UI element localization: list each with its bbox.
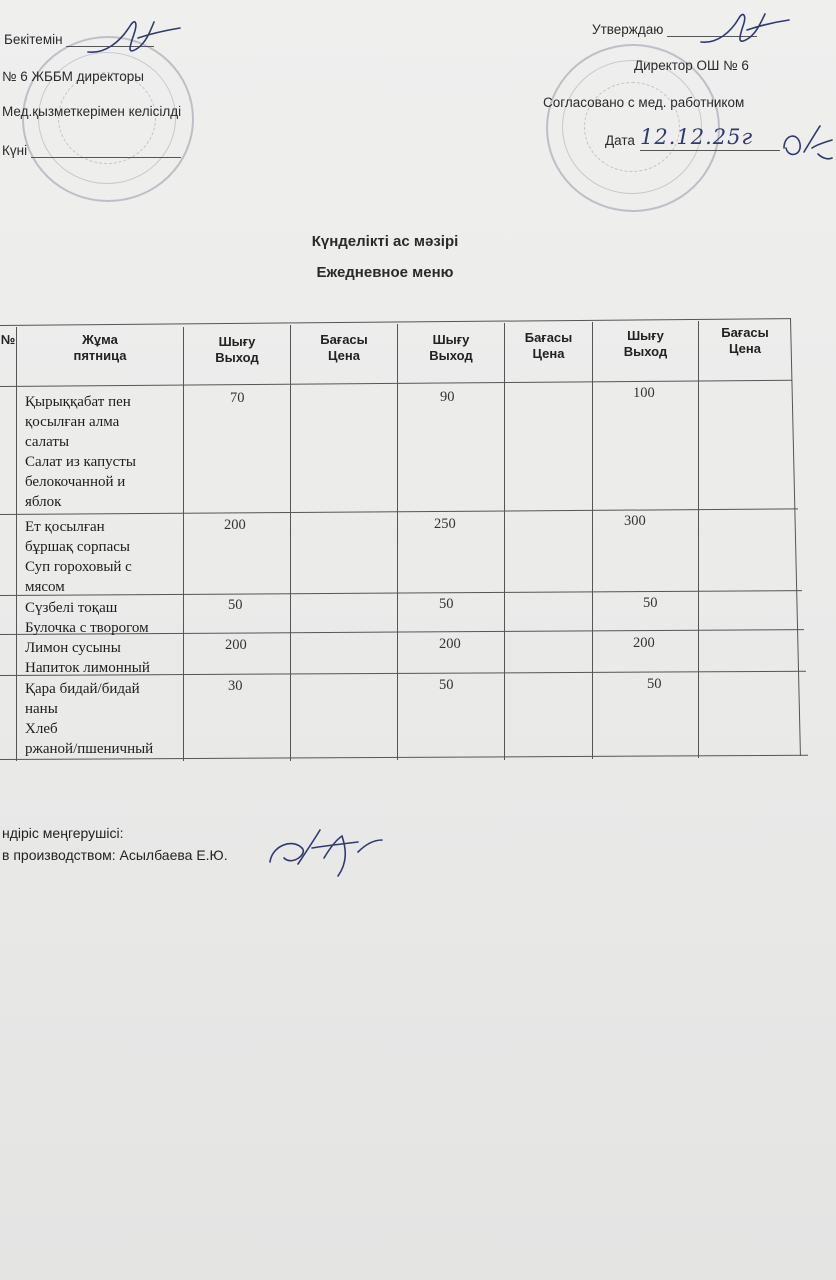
dish-line: ржаной/пшеничный — [25, 741, 154, 757]
header-price-1 — [291, 332, 397, 364]
header-no: № — [0, 332, 16, 347]
date-ru-label: Дата — [605, 133, 635, 148]
table-row-3-out-3: 50 — [643, 595, 658, 611]
header-day-ru: пятница — [73, 348, 127, 363]
table-hline — [0, 380, 792, 387]
table-row-2-out-2: 250 — [434, 516, 456, 532]
header-price-3-ru: Цена — [729, 341, 761, 356]
table-row-4-out-3: 200 — [633, 635, 655, 651]
table-hline — [0, 318, 790, 326]
dish-line: Ет қосылған — [25, 519, 105, 535]
table-row-4-out-2: 200 — [439, 636, 461, 652]
signature-date-icon — [778, 118, 836, 168]
dish-line: белокочанной и — [25, 474, 126, 490]
table-row-1-out-1: 70 — [230, 390, 245, 406]
table-row-5-name — [25, 679, 153, 759]
date-ru-value: 12.12.25г — [640, 125, 754, 149]
title-kz: Күнделікті ас мәзірі — [311, 233, 459, 250]
header-out-1 — [184, 334, 290, 366]
dish-line: наны — [25, 701, 58, 717]
table-vline — [183, 327, 184, 761]
header-out-1-ru: Выход — [215, 350, 259, 365]
footer-ru: в производством: Асылбаева Е.Ю. — [2, 847, 228, 863]
table-row-2-out-3: 300 — [624, 513, 646, 529]
header-out-3-ru: Выход — [623, 344, 668, 359]
dish-line: қосылған алма — [25, 414, 120, 430]
header-out-1-kz: Шығу — [218, 334, 256, 349]
header-price-3-kz: Бағасы — [721, 325, 769, 340]
agreed-ru: Согласовано с мед. работником — [543, 95, 745, 110]
signature-left-icon — [80, 12, 190, 62]
table-vline — [397, 324, 398, 760]
header-out-2-kz: Шығу — [432, 332, 470, 347]
title-ru: Ежедневное меню — [316, 264, 454, 281]
header-out-3 — [593, 328, 698, 360]
dish-line: Хлеб — [25, 721, 58, 737]
table-row-5-out-2: 50 — [439, 677, 454, 693]
approve-kz-label: Бекітемін — [4, 32, 63, 47]
table-row-3-name — [25, 598, 149, 638]
dish-line: Напиток лимонный — [25, 660, 150, 676]
table-row-5-out-1: 30 — [228, 678, 243, 694]
dish-line: Суп гороховый с — [25, 559, 132, 575]
table-vline — [290, 325, 291, 761]
dish-line: яблок — [25, 494, 62, 510]
dish-line: Сүзбелі тоқаш — [25, 600, 118, 616]
table-row-2-name — [25, 517, 132, 597]
table-vline — [16, 327, 17, 761]
date-ru-line — [640, 150, 780, 151]
dish-line: мясом — [25, 579, 65, 595]
table-vline — [504, 323, 505, 760]
dish-line: бұршақ сорпасы — [25, 539, 130, 555]
header-price-1-kz: Бағасы — [320, 332, 368, 347]
header-price-2 — [505, 330, 592, 362]
table-row-1-out-3: 100 — [633, 385, 655, 401]
header-price-2-ru: Цена — [532, 346, 565, 361]
signature-right-icon — [695, 6, 795, 52]
date-kz-label: Күні — [2, 143, 28, 158]
table-row-1-out-2: 90 — [440, 389, 455, 405]
dish-line: Қырыққабат пен — [25, 394, 131, 410]
header-out-2-ru: Выход — [429, 348, 473, 363]
table-row-2-out-1: 200 — [224, 517, 246, 533]
table-vline — [698, 321, 699, 758]
director-ru: Директор ОШ № 6 — [634, 58, 749, 73]
header-price-1-ru: Цена — [328, 348, 360, 363]
dish-line: Булочка с творогом — [25, 620, 149, 636]
header-day-kz: Жұма — [82, 332, 118, 347]
footer-kz: ндіріс меңгерушісі: — [2, 825, 124, 841]
table-row-4-name — [25, 638, 150, 678]
director-kz: № 6 ЖББМ директоры — [2, 69, 144, 84]
table-row-3-out-2: 50 — [439, 596, 454, 612]
table-row-3-out-1: 50 — [228, 597, 243, 613]
table-row-4-out-1: 200 — [225, 637, 247, 653]
signature-footer-icon — [262, 818, 392, 880]
date-kz-row — [2, 143, 181, 158]
table-row-5-out-3: 50 — [647, 676, 662, 692]
agreed-kz: Мед.қызметкерімен келісілді — [2, 104, 182, 119]
date-kz-line — [31, 157, 181, 158]
table-vline — [790, 318, 801, 756]
header-day — [17, 332, 183, 364]
table-vline — [592, 322, 593, 759]
header-out-2 — [398, 332, 504, 364]
table-row-1-name — [25, 392, 136, 512]
header-out-3-kz: Шығу — [627, 328, 664, 343]
header-price-3 — [699, 325, 791, 357]
dish-line: Лимон сусыны — [25, 640, 121, 656]
date-ru-row — [605, 133, 635, 148]
dish-line: Салат из капусты — [25, 454, 136, 470]
dish-line: Қара бидай/бидай — [25, 681, 140, 697]
dish-line: салаты — [25, 434, 70, 450]
header-price-2-kz: Бағасы — [524, 330, 573, 345]
approve-ru-label: Утверждаю — [592, 22, 664, 37]
